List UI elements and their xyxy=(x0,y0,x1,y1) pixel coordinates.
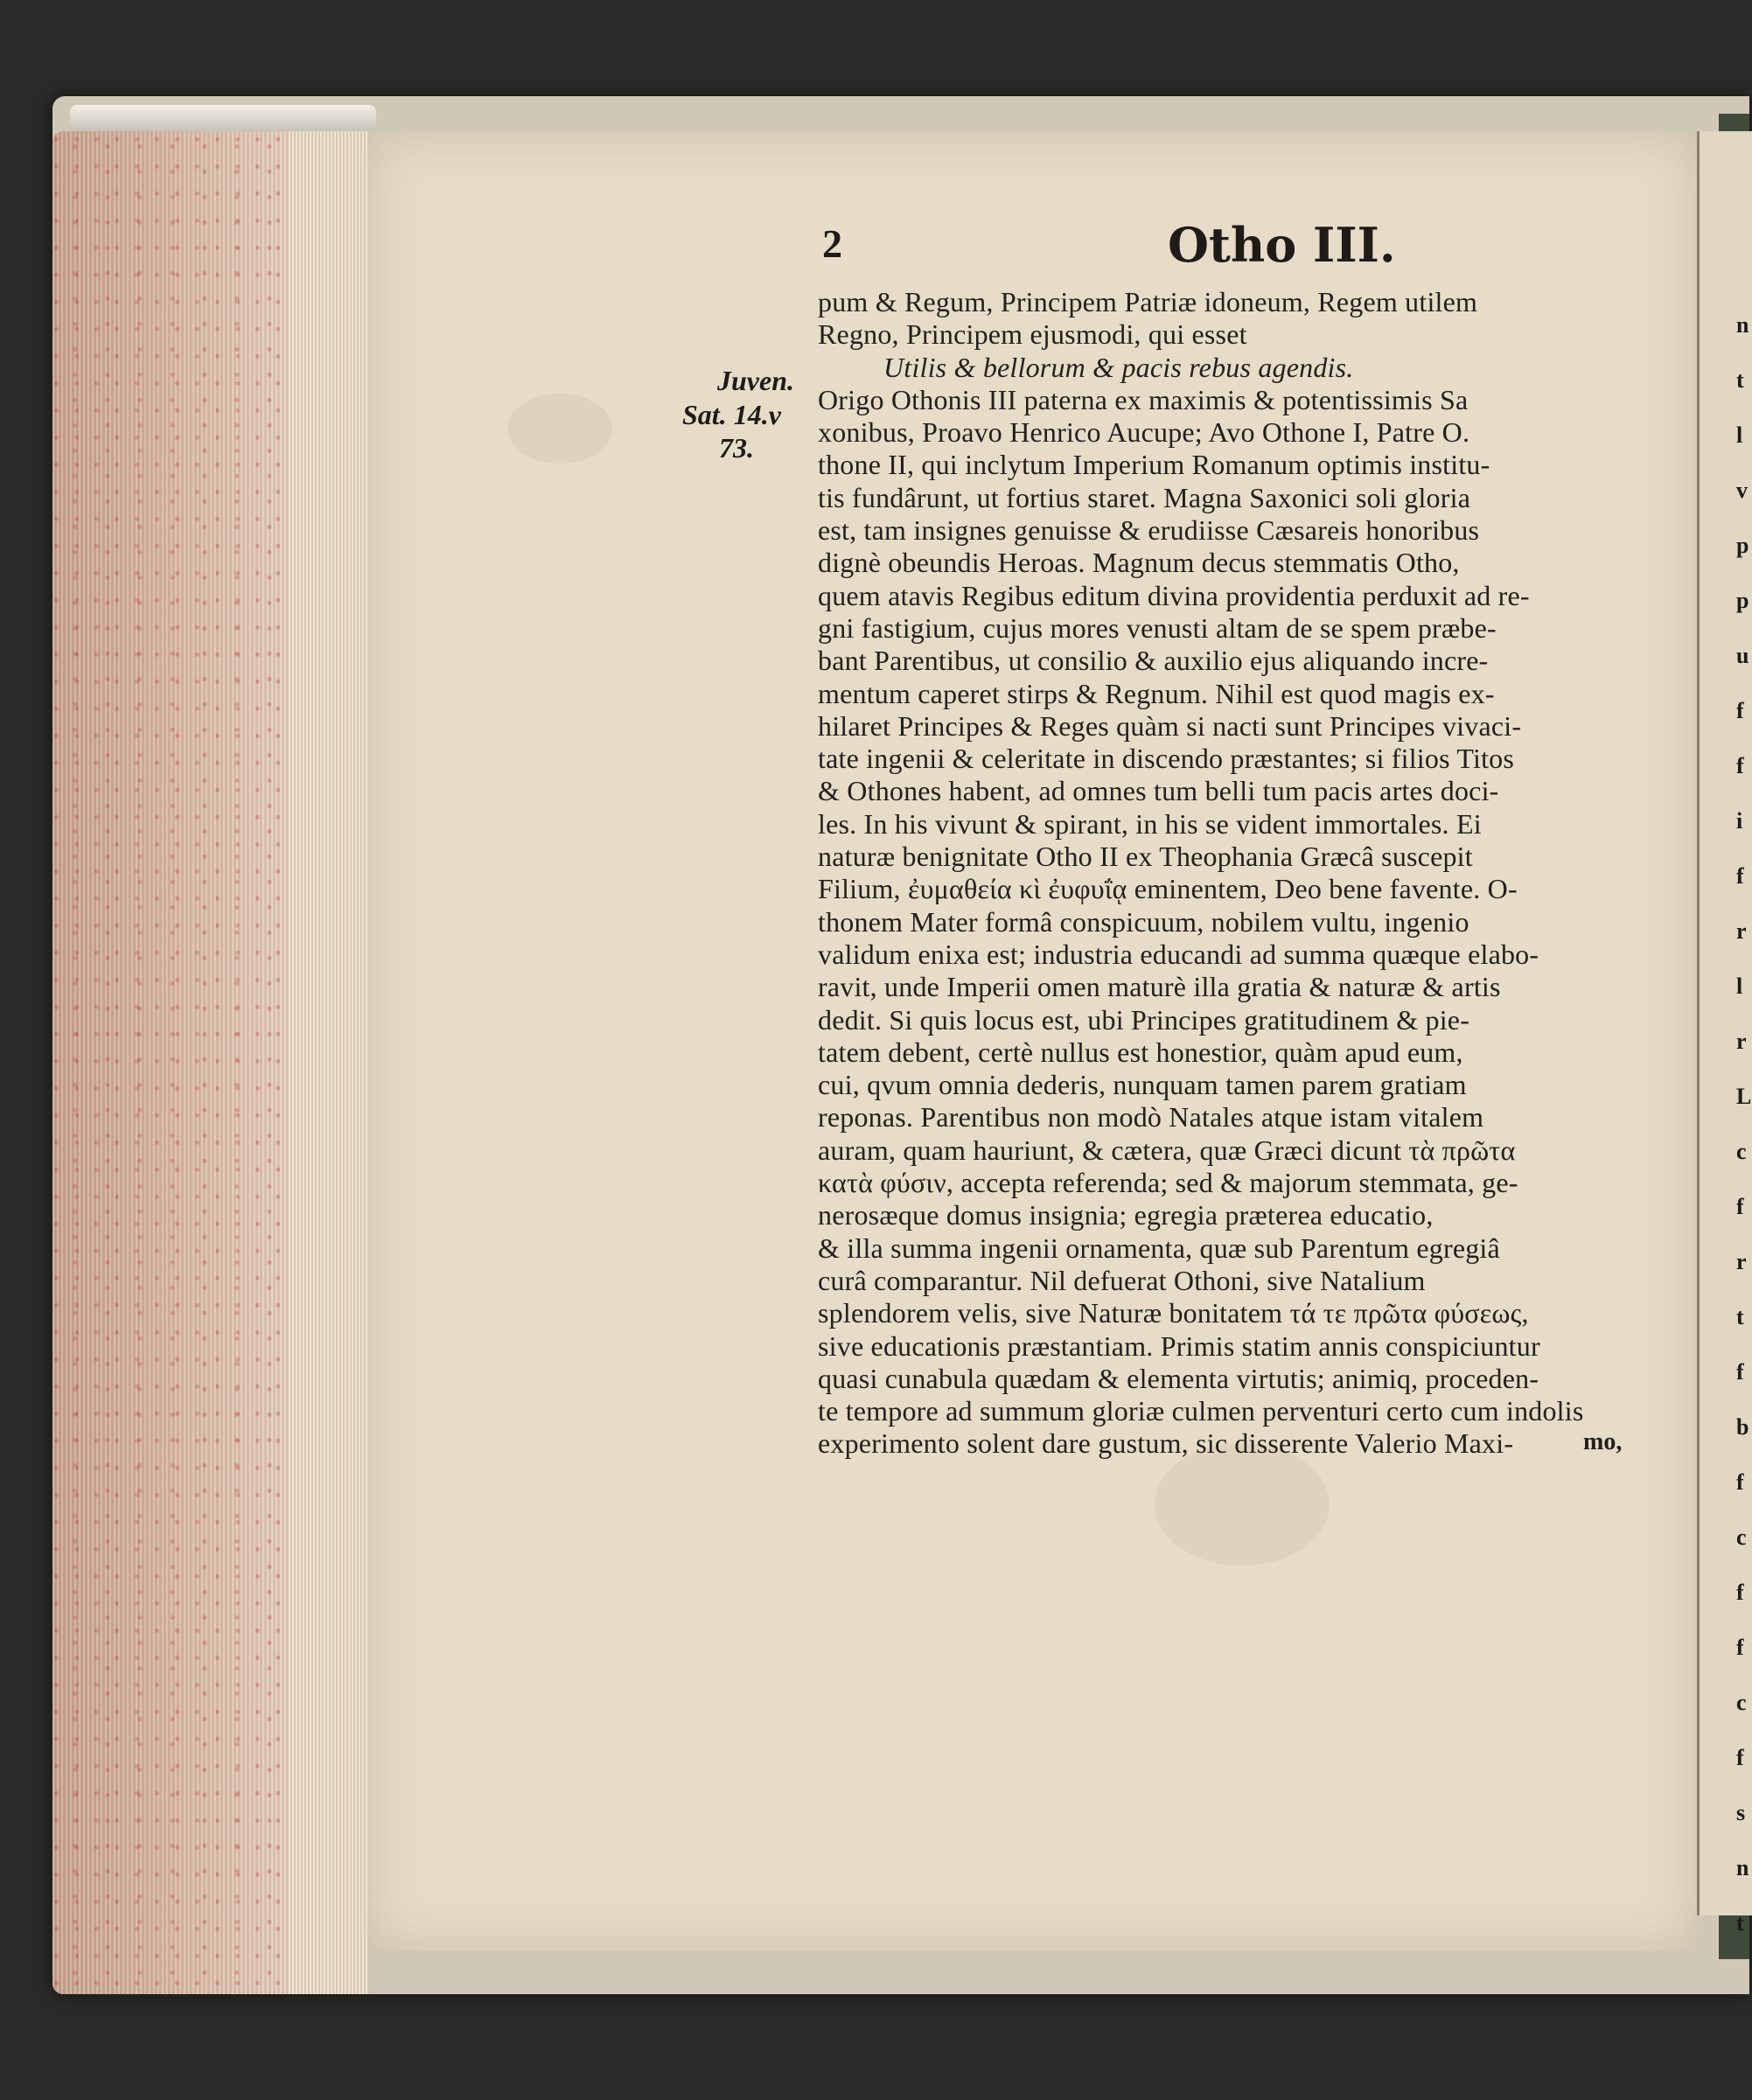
text-line: bant Parentibus, ut consilio & auxilio ejus aliquando incre- xyxy=(818,645,1489,677)
text-line: pum & Regum, Principem Patriæ idoneum, Regem utilem xyxy=(818,286,1478,317)
text-line: Regno, Principem ejusmodi, qui esset xyxy=(818,318,1247,351)
page-edges-inner xyxy=(289,131,367,1994)
margin-note-juven: Juven. xyxy=(717,365,794,396)
text-line: ravit, unde Imperii omen maturè illa gratia & naturæ & artis xyxy=(818,971,1501,1003)
text-line: tis fundârunt, ut fortius staret. Magna Saxonici soli gloria xyxy=(818,481,1471,513)
body-text xyxy=(818,286,1662,1461)
text-line: splendorem velis, sive Naturæ bonitatem τά τε πρῶτα φύσεως, xyxy=(818,1297,1529,1329)
page-title: Otho III. xyxy=(1168,217,1396,273)
text-line: dignè obeundis Heroas. Magnum decus stemmatis Otho, xyxy=(818,547,1460,579)
text-line: Origo Othonis III paterna ex maximis & potentissimis Sa xyxy=(818,383,1469,415)
text-line: κατὰ φύσιν, accepta referenda; sed & majorum stemmata, ge- xyxy=(818,1167,1518,1199)
text-line: & illa summa ingenii ornamenta, quæ sub Parentum egregiâ xyxy=(818,1231,1500,1264)
text-line: gni fastigium, cujus mores venusti altam de se spem præbe- xyxy=(818,611,1497,644)
text-line: te tempore ad summum gloriæ culmen perventuri certo cum indolis xyxy=(818,1395,1584,1427)
page-number: 2 xyxy=(822,221,842,266)
text-line: quasi cunabula quædam & elementa virtutis; animiq, proceden- xyxy=(818,1362,1539,1394)
text-line: nerosæque domus insignia; egregia præterea educatio, xyxy=(818,1199,1434,1231)
text-line: naturæ benignitate Otho II ex Theophania Græcâ suscepit xyxy=(818,841,1473,873)
text-line: hilaret Principes & Reges quàm si nacti sunt Principes vivaci- xyxy=(818,709,1522,742)
text-line: thone II, qui inclytum Imperium Romanum optimis institu- xyxy=(818,449,1490,481)
text-line: auram, quam hauriunt, & cætera, quæ Græci dicunt τὰ πρῶτα xyxy=(818,1134,1516,1166)
margin-note-verse: 73. xyxy=(719,432,754,464)
text-line: Filium, ἐυμαθεία κὶ ἐυφυΐᾳ eminentem, Deo bene favente. O- xyxy=(818,873,1518,905)
text-line: sive educationis præstantiam. Primis statim annis conspiciuntur xyxy=(818,1329,1540,1362)
text-line: quem atavis Regibus editum divina providentia perduxit ad re- xyxy=(818,579,1530,611)
text-line: validum enixa est; industria educandi ad summa quæque elabo- xyxy=(818,938,1539,970)
text-line: xonibus, Proavo Henrico Aucupe; Avo Othone I, Patre O. xyxy=(818,416,1470,449)
text-line: dedit. Si quis locus est, ubi Principes gratitudinem & pie- xyxy=(818,1003,1470,1036)
facing-page-text: n t l v p p u f f i f r l r L c f r t f b f c f f c f s n t xyxy=(1736,312,1752,1936)
verse-quote: Utilis & bellorum & pacis rebus agendis. xyxy=(883,351,1354,383)
text-line: & Othones habent, ad omnes tum belli tum pacis artes doci- xyxy=(818,775,1499,807)
text-line: curâ comparantur. Nil defuerat Othoni, sive Natalium xyxy=(818,1264,1426,1296)
running-head xyxy=(822,217,1627,273)
catchword: mo, xyxy=(1583,1428,1623,1455)
paper-stain xyxy=(507,394,612,464)
text-line: mentum caperet stirps & Regnum. Nihil est quod magis ex- xyxy=(818,677,1495,709)
text-line: tate ingenii & celeritate in discendo præstantes; si filios Titos xyxy=(818,743,1515,775)
text-line: cui, qvum omnia dederis, nunquam tamen parem gratiam xyxy=(818,1069,1467,1101)
text-line: thonem Mater formâ conspicuum, nobilem vultu, ingenio xyxy=(818,905,1469,938)
text-line: experimento solent dare gustum, sic disserente Valerio Maxi- xyxy=(818,1427,1514,1460)
paper-stain xyxy=(1155,1443,1330,1566)
margin-note-sat: Sat. 14.v xyxy=(682,399,781,430)
text-line: reponas. Parentibus non modò Natales atque istam vitalem xyxy=(818,1101,1484,1134)
text-line: est, tam insignes genuisse & erudiisse Cæsareis honoribus xyxy=(818,514,1480,547)
text-line: les. In his vivunt & spirant, in his se vident immortales. Ei xyxy=(818,807,1482,840)
text-line: tatem debent, certè nullus est honestior, quàm apud eum, xyxy=(818,1036,1463,1068)
